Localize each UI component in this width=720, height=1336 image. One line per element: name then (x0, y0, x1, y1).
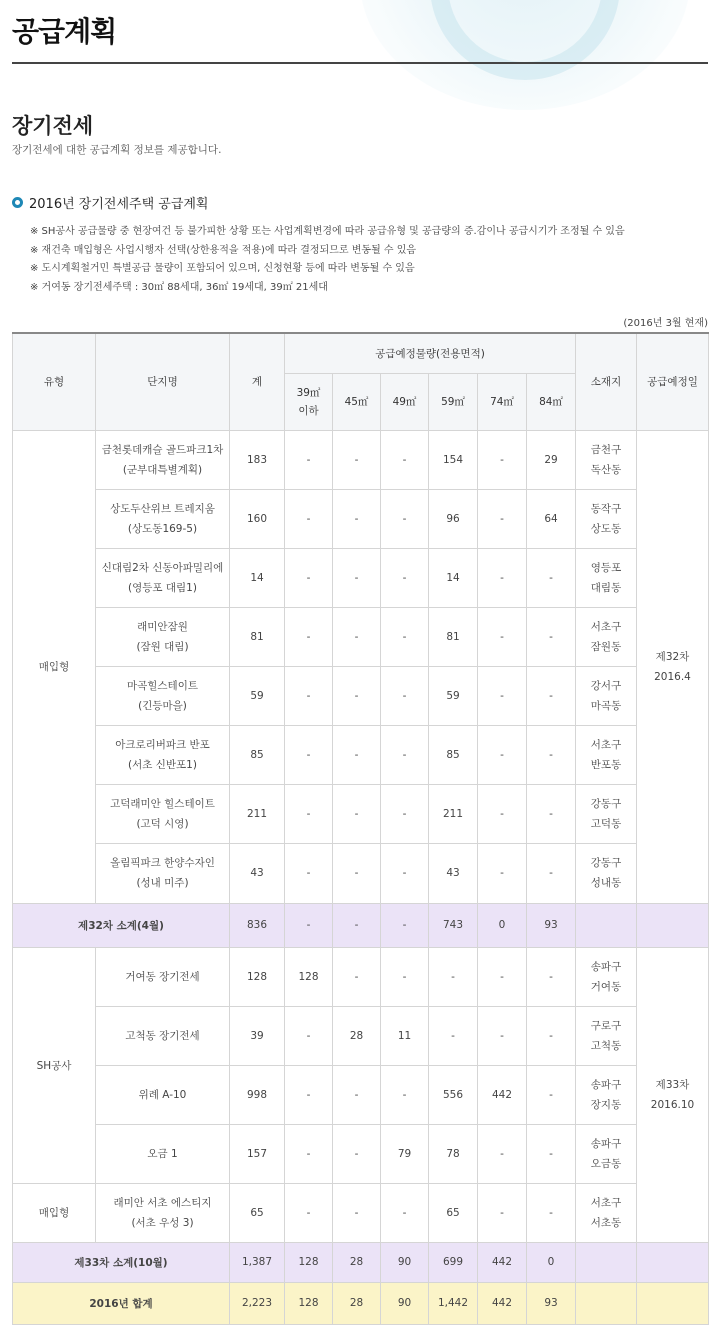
header-location: 소재지 (576, 333, 637, 430)
area-49-cell: 90 (381, 1282, 429, 1324)
supply-date-cell: 제33차 2016.10 (637, 947, 709, 1242)
area-39-cell: 128 (285, 1282, 333, 1324)
area-84-cell: 0 (527, 1242, 576, 1282)
area-45-cell: - (333, 666, 381, 725)
complex-name: 아크로리버파크 반포 (서초 신반포1) (96, 725, 230, 784)
area-49-cell: 79 (381, 1124, 429, 1183)
area-49-cell: - (381, 725, 429, 784)
subtotal-label: 제33차 소계(10월) (13, 1242, 230, 1282)
total-cell: 43 (230, 843, 285, 903)
area-59-cell: 65 (429, 1183, 478, 1242)
area-45-cell: - (333, 725, 381, 784)
area-59-cell: 78 (429, 1124, 478, 1183)
location-cell: 서초구 반포동 (576, 725, 637, 784)
area-39-cell: - (285, 1006, 333, 1065)
total-cell: 65 (230, 1183, 285, 1242)
area-59-cell: 1,442 (429, 1282, 478, 1324)
total-cell: 211 (230, 784, 285, 843)
area-39-cell: - (285, 784, 333, 843)
area-84-cell: - (527, 947, 576, 1006)
area-39-cell: - (285, 903, 333, 947)
area-59-cell: 556 (429, 1065, 478, 1124)
area-39-cell: 128 (285, 1242, 333, 1282)
header-type: 유형 (13, 333, 96, 430)
area-49-cell: - (381, 607, 429, 666)
total-cell: 81 (230, 607, 285, 666)
supply-date-cell: 제32차 2016.4 (637, 430, 709, 903)
location-cell (576, 1242, 637, 1282)
area-49-cell: - (381, 430, 429, 489)
note-item: ※ 도시계획철거민 특별공급 물량이 포함되어 있으며, 신청현황 등에 따라 변동될 수 있음 (30, 263, 415, 274)
location-cell: 영등포 대림동 (576, 548, 637, 607)
area-59-cell: 14 (429, 548, 478, 607)
area-59-cell: 211 (429, 784, 478, 843)
area-45-cell: - (333, 1183, 381, 1242)
type-cell: 매입형 (13, 430, 96, 903)
area-59-cell: 59 (429, 666, 478, 725)
area-59-cell: 43 (429, 843, 478, 903)
area-39-cell: - (285, 1183, 333, 1242)
area-39-cell: - (285, 666, 333, 725)
area-84-cell: - (527, 548, 576, 607)
subsection-title-text: 2016년 장기전세주택 공급계획 (29, 197, 209, 212)
area-74-cell: 0 (478, 903, 527, 947)
total-cell: 2,223 (230, 1282, 285, 1324)
header-planned: 공급예정물량(전용면적) (285, 333, 576, 373)
section-title: 장기전세 (12, 114, 94, 138)
area-59-cell: 96 (429, 489, 478, 548)
area-49-cell: - (381, 903, 429, 947)
area-39-cell: - (285, 725, 333, 784)
area-74-cell: 442 (478, 1282, 527, 1324)
area-49-cell: 11 (381, 1006, 429, 1065)
total-cell: 998 (230, 1065, 285, 1124)
note-item: ※ 거여동 장기전세주택 : 30㎡ 88세대, 36㎡ 19세대, 39㎡ 21세대 (30, 281, 328, 293)
complex-name: 래미안잠원 (잠원 대림) (96, 607, 230, 666)
location-cell: 서초구 서초동 (576, 1183, 637, 1242)
area-74-cell: - (478, 843, 527, 903)
area-84-cell: - (527, 784, 576, 843)
area-45-cell: - (333, 548, 381, 607)
header-date: 공급예정일 (637, 333, 709, 430)
supply-date-cell (637, 903, 709, 947)
area-59-cell: 81 (429, 607, 478, 666)
area-49-cell: 90 (381, 1242, 429, 1282)
area-74-cell: - (478, 784, 527, 843)
total-cell: 160 (230, 489, 285, 548)
complex-name: 올림픽파크 한양수자인 (성내 미주) (96, 843, 230, 903)
area-39-cell: 128 (285, 947, 333, 1006)
subtotal-label: 제32차 소계(4월) (13, 903, 230, 947)
header-area-84: 84㎡ (527, 373, 576, 430)
total-cell: 157 (230, 1124, 285, 1183)
area-49-cell: - (381, 1065, 429, 1124)
area-39-cell: - (285, 1124, 333, 1183)
area-74-cell: - (478, 489, 527, 548)
type-cell: 매입형 (13, 1183, 96, 1242)
area-45-cell: 28 (333, 1006, 381, 1065)
location-cell: 강동구 성내동 (576, 843, 637, 903)
area-45-cell: - (333, 1065, 381, 1124)
area-74-cell: - (478, 1006, 527, 1065)
supply-date-cell (637, 1282, 709, 1324)
area-39-cell: - (285, 1065, 333, 1124)
area-74-cell: - (478, 725, 527, 784)
area-84-cell: - (527, 666, 576, 725)
location-cell: 강서구 마곡동 (576, 666, 637, 725)
total-cell: 39 (230, 1006, 285, 1065)
complex-name: 상도두산위브 트레지움 (상도동169-5) (96, 489, 230, 548)
complex-name: 오금 1 (96, 1124, 230, 1183)
area-84-cell: - (527, 607, 576, 666)
area-74-cell: 442 (478, 1242, 527, 1282)
complex-name: 래미안 서초 에스티지 (서초 우성 3) (96, 1183, 230, 1242)
area-49-cell: - (381, 784, 429, 843)
note-item: ※ 재건축 매입형은 사업시행자 선택(상한용적을 적용)에 따라 결정되므로 변동될 수 있음 (30, 244, 417, 256)
grand-total-label: 2016년 합계 (13, 1282, 230, 1324)
total-cell: 183 (230, 430, 285, 489)
location-cell: 구로구 고척동 (576, 1006, 637, 1065)
page-title: 공급계획 (12, 15, 117, 48)
total-cell: 1,387 (230, 1242, 285, 1282)
header-complex: 단지명 (96, 333, 230, 430)
area-59-cell: 85 (429, 725, 478, 784)
area-45-cell: - (333, 489, 381, 548)
area-84-cell: - (527, 1124, 576, 1183)
area-39-cell: - (285, 843, 333, 903)
complex-name: 거여동 장기전세 (96, 947, 230, 1006)
area-84-cell: - (527, 725, 576, 784)
area-45-cell: 28 (333, 1282, 381, 1324)
grand-total-row (13, 1282, 709, 1324)
area-45-cell: - (333, 607, 381, 666)
subtotal-row (13, 903, 709, 947)
area-45-cell: - (333, 903, 381, 947)
total-cell: 14 (230, 548, 285, 607)
location-cell: 서초구 잠원동 (576, 607, 637, 666)
location-cell: 강동구 고덕동 (576, 784, 637, 843)
notes-list (30, 223, 625, 297)
total-cell: 836 (230, 903, 285, 947)
area-49-cell: - (381, 843, 429, 903)
area-74-cell: 442 (478, 1065, 527, 1124)
complex-name: 고덕래미안 힐스테이트 (고덕 시영) (96, 784, 230, 843)
area-39-cell: - (285, 607, 333, 666)
header-total: 계 (230, 333, 285, 430)
complex-name: 마곡힐스테이트 (긴등마을) (96, 666, 230, 725)
supply-plan-table (12, 332, 709, 1325)
area-59-cell: - (429, 947, 478, 1006)
area-45-cell: - (333, 947, 381, 1006)
area-45-cell: 28 (333, 1242, 381, 1282)
area-84-cell: - (527, 1065, 576, 1124)
area-49-cell: - (381, 489, 429, 548)
complex-name: 금천롯데캐슬 골드파크1차 (군부대특별계획) (96, 430, 230, 489)
title-divider (12, 62, 708, 64)
header-area-74: 74㎡ (478, 373, 527, 430)
area-84-cell: - (527, 1006, 576, 1065)
area-84-cell: 29 (527, 430, 576, 489)
area-84-cell: - (527, 1183, 576, 1242)
area-74-cell: - (478, 1183, 527, 1242)
location-cell: 동작구 상도동 (576, 489, 637, 548)
complex-name: 신대림2차 신동아파밀리에 (영등포 대림1) (96, 548, 230, 607)
total-cell: 128 (230, 947, 285, 1006)
area-39-cell: - (285, 548, 333, 607)
area-84-cell: 93 (527, 1282, 576, 1324)
location-cell: 금천구 독산동 (576, 430, 637, 489)
area-45-cell: - (333, 1124, 381, 1183)
area-59-cell: 743 (429, 903, 478, 947)
area-74-cell: - (478, 430, 527, 489)
circle-bullet-icon (12, 197, 23, 208)
area-84-cell: - (527, 843, 576, 903)
area-45-cell: - (333, 843, 381, 903)
note-item: ※ SH공사 공급물량 중 현장여건 등 불가피한 상황 또는 사업계획변경에 따라 공급유형 및 공급량의 증.감이나 공급시기가 조정될 수 있음 (30, 226, 625, 237)
location-cell (576, 1282, 637, 1324)
area-74-cell: - (478, 607, 527, 666)
header-area-59: 59㎡ (429, 373, 478, 430)
as-of-date: (2016년 3월 현재) (623, 318, 708, 329)
location-cell: 송파구 장지동 (576, 1065, 637, 1124)
area-84-cell: 64 (527, 489, 576, 548)
area-49-cell: - (381, 947, 429, 1006)
location-cell (576, 903, 637, 947)
area-74-cell: - (478, 1124, 527, 1183)
area-39-cell: - (285, 489, 333, 548)
type-cell: SH공사 (13, 947, 96, 1183)
area-74-cell: - (478, 666, 527, 725)
area-49-cell: - (381, 1183, 429, 1242)
area-49-cell: - (381, 548, 429, 607)
supply-date-cell (637, 1242, 709, 1282)
area-59-cell: 154 (429, 430, 478, 489)
area-45-cell: - (333, 784, 381, 843)
subsection-title (12, 193, 209, 212)
area-45-cell: - (333, 430, 381, 489)
total-cell: 85 (230, 725, 285, 784)
complex-name: 위례 A-10 (96, 1065, 230, 1124)
subtotal-row (13, 1242, 709, 1282)
area-84-cell: 93 (527, 903, 576, 947)
area-49-cell: - (381, 666, 429, 725)
header-area-45: 45㎡ (333, 373, 381, 430)
header-area-39: 39㎡ 이하 (285, 373, 333, 430)
area-59-cell: - (429, 1006, 478, 1065)
complex-name: 고척동 장기전세 (96, 1006, 230, 1065)
section-description: 장기전세에 대한 공급계획 정보를 제공합니다. (12, 144, 222, 156)
area-74-cell: - (478, 947, 527, 1006)
header-area-49: 49㎡ (381, 373, 429, 430)
area-74-cell: - (478, 548, 527, 607)
area-59-cell: 699 (429, 1242, 478, 1282)
location-cell: 송파구 거여동 (576, 947, 637, 1006)
location-cell: 송파구 오금동 (576, 1124, 637, 1183)
area-39-cell: - (285, 430, 333, 489)
total-cell: 59 (230, 666, 285, 725)
